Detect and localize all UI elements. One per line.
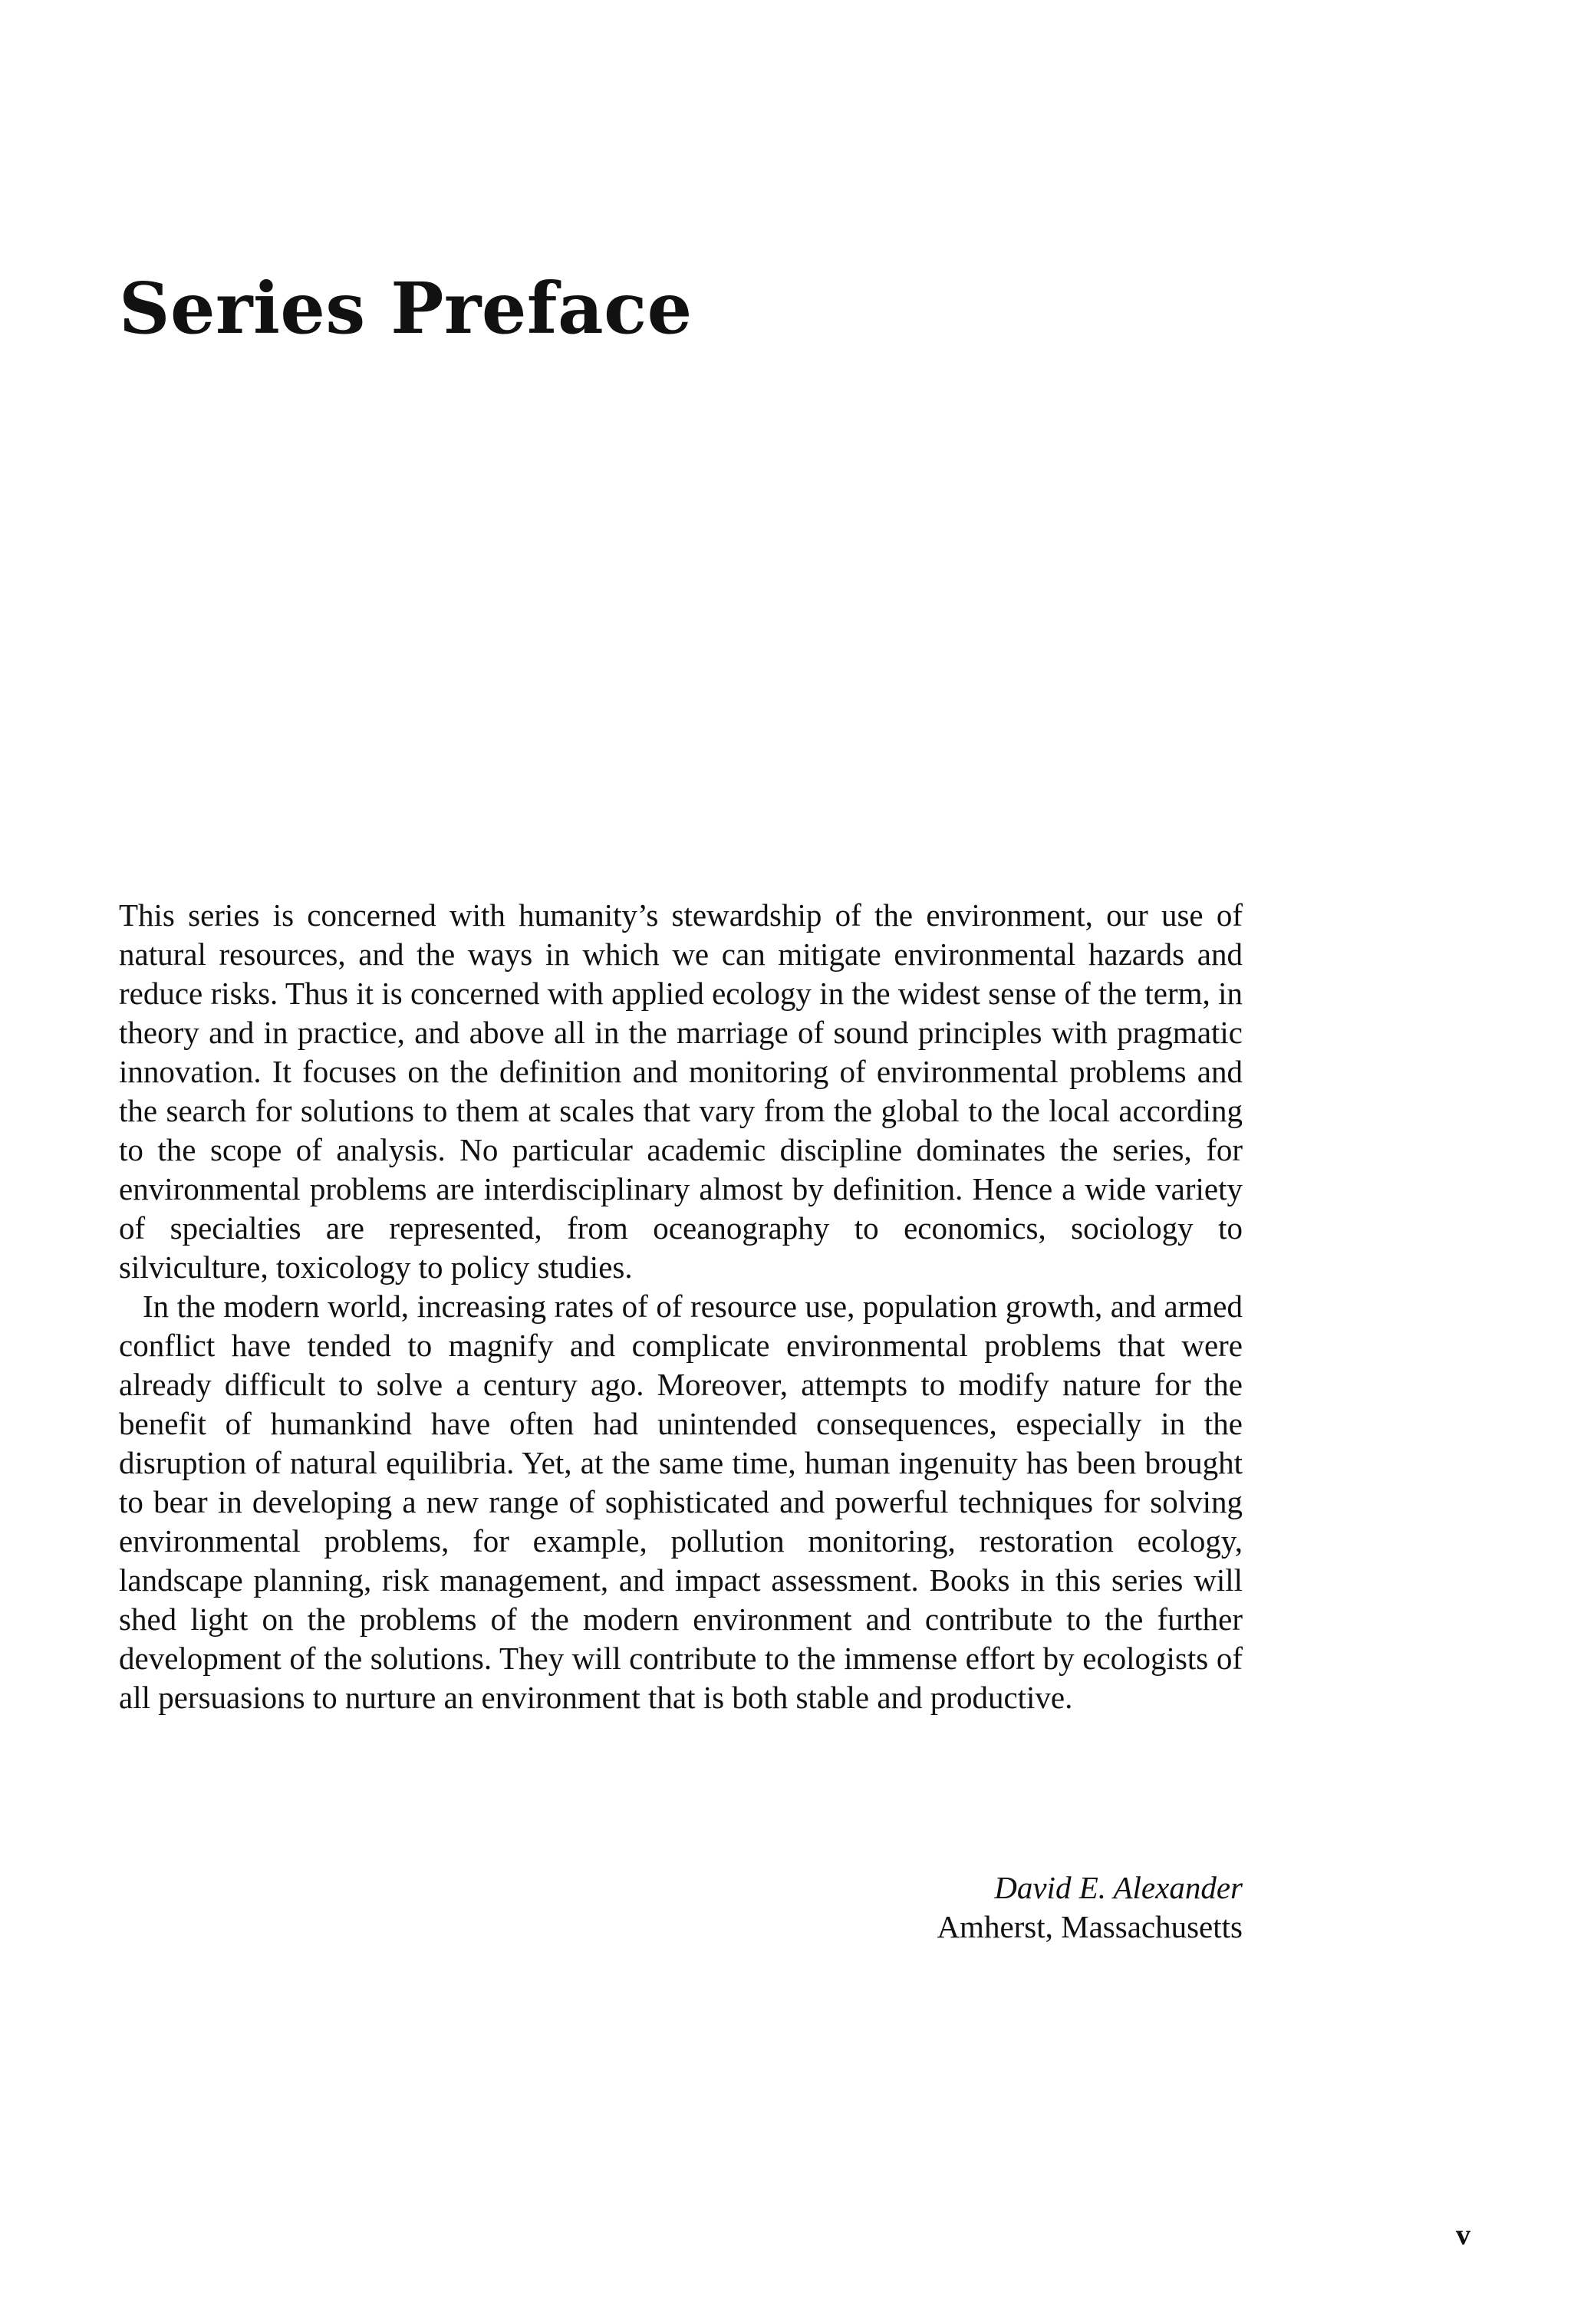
signature-block <box>937 1868 1243 1947</box>
paragraph: In the modern world, increasing rates of of resource use, population growth, and armed conflict have tended to magnify and complicate environmental problems that were already difficult to solve a century ago. Moreover, attempts to modify nature for the benefit of humankind have often had unintended consequences, especially in the disruption of natural equilibria. Yet, at the same time, human ingenuity has been brought to bear in developing a new range of sophisticated and powerful techniques for solving environmental problems, for example, pollution monitoring, restoration ecology, landscape planning, risk management, and impact assessment. Books in this series will shed light on the problems of the modern environment and contribute to the further development of the solutions. They will contribute to the immense effort by ecologists of all persuasions to nurture an environment that is both stable and productive. <box>119 1289 1243 1715</box>
paragraph: This series is concerned with humanity’s stewardship of the environment, our use of natural resources, and the ways in which we can mitigate environmental hazards and reduce risks. Thus it is concerned with applied ecology in the widest sense of the term, in theory and in practice, and above all in the marriage of sound principles with pragmatic innovation. It focuses on the definition and monitoring of environmental problems and the search for solutions to them at scales that vary from the global to the local according to the scope of analysis. No particular academic discipline dominates the series, for environmental problems are interdisciplinary almost by definition. Hence a wide variety of specialties are represented, from oceanography to economics, sociology to silviculture, toxicology to policy studies. <box>119 897 1243 1285</box>
page-title: Series Preface <box>119 267 693 350</box>
author-location: Amherst, Massachusetts <box>937 1909 1243 1944</box>
author-name: David E. Alexander <box>994 1870 1243 1905</box>
page-number: v <box>1456 2219 1470 2251</box>
preface-body <box>119 896 1243 1717</box>
